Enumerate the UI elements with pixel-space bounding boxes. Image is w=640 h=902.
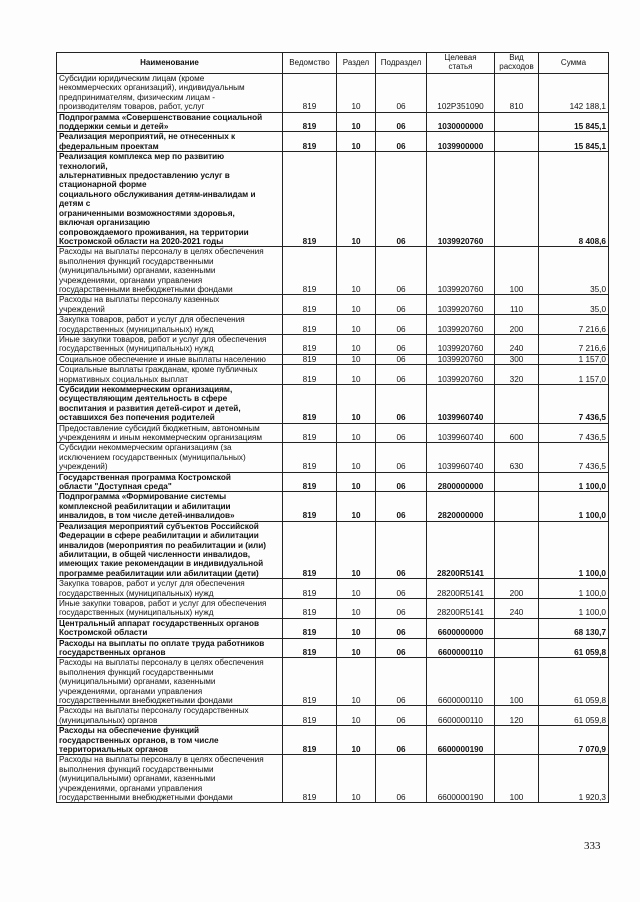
row-exp-type [495,152,539,247]
row-name: Закупка товаров, работ и услуг для обеспечения государственных (муниципальных) нужд [57,579,283,599]
row-exp-type: 200 [495,315,539,335]
row-dept: 819 [283,706,337,726]
row-sum: 61 059,8 [539,638,609,658]
row-dept: 819 [283,132,337,152]
row-exp-type: 240 [495,334,539,354]
row-target: 6600000000 [427,618,495,638]
row-exp-type [495,132,539,152]
row-target: 1039920760 [427,315,495,335]
row-section: 10 [337,726,376,755]
header-name: Наименование [57,53,283,74]
row-exp-type: 630 [495,443,539,472]
row-section: 10 [337,152,376,247]
row-section: 10 [337,492,376,521]
row-dept: 819 [283,755,337,803]
row-exp-type [495,618,539,638]
row-name: Подпрограмма «Формирование системы комплексной реабилитации и абилитации инвалидов, в том числе детей-инвалидов» [57,492,283,521]
row-exp-type: 100 [495,247,539,295]
row-section: 10 [337,74,376,113]
row-section: 10 [337,658,376,706]
row-subsection: 06 [376,365,427,385]
row-sum: 1 100,0 [539,472,609,492]
table-row [57,618,609,638]
row-section: 10 [337,247,376,295]
row-name: Предоставление субсидий бюджетным, автономным учреждениям и иным некоммерческим организациям [57,423,283,443]
row-subsection: 06 [376,247,427,295]
table-row [57,247,609,295]
table-row [57,354,609,364]
row-dept: 819 [283,579,337,599]
table-row [57,658,609,706]
row-name: Социальное обеспечение и иные выплаты населению [57,354,283,364]
row-name: Расходы на выплаты персоналу в целях обеспечения выполнения функций государственными (муниципальными) органами, казенными учреждениями, органами управления государственными внебюджетными фондами [57,247,283,295]
header-section: Раздел [337,53,376,74]
row-target: 28200R5141 [427,579,495,599]
row-target: 102P351090 [427,74,495,113]
row-exp-type: 300 [495,354,539,364]
row-sum: 8 408,6 [539,152,609,247]
row-target: 1039920760 [427,247,495,295]
row-sum: 68 130,7 [539,618,609,638]
row-subsection: 06 [376,521,427,578]
row-target: 1039900000 [427,132,495,152]
row-name: Субсидии некоммерческим организациям, осуществляющим деятельность в сфере воспитания и развития детей-сирот и детей, оставшихся без попечения родителей [57,385,283,424]
row-section: 10 [337,579,376,599]
table-row [57,132,609,152]
row-name: Реализация мероприятий субъектов Российской Федерации в сфере реабилитации и абилитации инвалидов (мероприятия по реабилитации и (или) абилитации, в общей численности инвалидов, имеющих такие рекомендации в индивидуальной программе реабилитации или абилитации (дети) [57,521,283,578]
row-exp-type: 120 [495,706,539,726]
row-subsection: 06 [376,315,427,335]
row-dept: 819 [283,315,337,335]
table-row [57,152,609,247]
row-dept: 819 [283,365,337,385]
table-row [57,579,609,599]
row-target: 2800000000 [427,472,495,492]
row-exp-type [495,638,539,658]
row-section: 10 [337,638,376,658]
row-name: Закупка товаров, работ и услуг для обеспечения государственных (муниципальных) нужд [57,315,283,335]
row-name: Реализация комплекса мер по развитию технологий, альтернативных предоставлению услуг в стационарной форме социального обслуживания детям-инвалидам и детям с ограниченными возможностями здоровья, включая организацию сопровождаемого проживания, на территории Костромской области на 2020-2021 годы [57,152,283,247]
row-sum: 1 157,0 [539,354,609,364]
table-row [57,521,609,578]
row-exp-type: 100 [495,658,539,706]
row-exp-type: 200 [495,579,539,599]
row-subsection: 06 [376,152,427,247]
row-name: Субсидии юридическим лицам (кроме некоммерческих организаций), индивидуальным предпринимателям, физическим лицам - производителям товаров, работ, услуг [57,74,283,113]
header-exp-type: Вид расходов [495,53,539,74]
row-exp-type: 320 [495,365,539,385]
row-subsection: 06 [376,726,427,755]
table-row [57,755,609,803]
row-dept: 819 [283,492,337,521]
row-section: 10 [337,755,376,803]
row-subsection: 06 [376,472,427,492]
row-target: 1039920760 [427,295,495,315]
row-dept: 819 [283,726,337,755]
row-subsection: 06 [376,112,427,132]
row-subsection: 06 [376,334,427,354]
header-sum: Сумма [539,53,609,74]
row-sum: 35,0 [539,295,609,315]
row-dept: 819 [283,152,337,247]
row-sum: 7 436,5 [539,385,609,424]
row-target: 1039920760 [427,152,495,247]
row-section: 10 [337,295,376,315]
row-name: Расходы на обеспечение функций государственных органов, в том числе территориальных органов [57,726,283,755]
row-target: 28200R5141 [427,521,495,578]
row-section: 10 [337,598,376,618]
row-target: 1039920760 [427,354,495,364]
row-target: 2820000000 [427,492,495,521]
row-exp-type: 100 [495,755,539,803]
row-subsection: 06 [376,618,427,638]
row-target: 6600000110 [427,658,495,706]
row-sum: 7 436,5 [539,423,609,443]
table-row [57,706,609,726]
header-target: Целевая статья [427,53,495,74]
row-exp-type: 810 [495,74,539,113]
row-exp-type [495,521,539,578]
row-sum: 1 157,0 [539,365,609,385]
header-dept: Ведомство [283,53,337,74]
page-number: 333 [584,840,601,852]
table-row [57,638,609,658]
table-row [57,472,609,492]
row-section: 10 [337,423,376,443]
row-subsection: 06 [376,354,427,364]
row-name: Расходы на выплаты по оплате труда работников государственных органов [57,638,283,658]
row-section: 10 [337,315,376,335]
row-exp-type: 240 [495,598,539,618]
row-exp-type: 600 [495,423,539,443]
row-subsection: 06 [376,598,427,618]
table-header-row [57,53,609,74]
row-target: 6600000190 [427,726,495,755]
row-sum: 1 100,0 [539,598,609,618]
row-subsection: 06 [376,492,427,521]
row-name: Иные закупки товаров, работ и услуг для обеспечения государственных (муниципальных) нужд [57,598,283,618]
row-section: 10 [337,443,376,472]
row-sum: 61 059,8 [539,706,609,726]
row-target: 1039960740 [427,385,495,424]
row-name: Реализация мероприятий, не отнесенных к федеральным проектам [57,132,283,152]
row-section: 10 [337,112,376,132]
row-subsection: 06 [376,658,427,706]
row-subsection: 06 [376,423,427,443]
row-section: 10 [337,618,376,638]
row-dept: 819 [283,638,337,658]
row-target: 1030000000 [427,112,495,132]
row-sum: 7 216,6 [539,315,609,335]
row-name: Центральный аппарат государственных органов Костромской области [57,618,283,638]
row-sum: 1 920,3 [539,755,609,803]
row-section: 10 [337,132,376,152]
row-dept: 819 [283,74,337,113]
table-row [57,598,609,618]
table-row [57,315,609,335]
row-exp-type [495,385,539,424]
row-subsection: 06 [376,132,427,152]
table-body [57,74,609,803]
row-sum: 15 845,1 [539,112,609,132]
row-name: Государственная программа Костромской области "Доступная среда" [57,472,283,492]
row-target: 1039960740 [427,443,495,472]
row-section: 10 [337,521,376,578]
row-target: 1039920760 [427,365,495,385]
row-section: 10 [337,706,376,726]
row-target: 6600000110 [427,706,495,726]
row-name: Расходы на выплаты персоналу в целях обеспечения выполнения функций государственными (муниципальными) органами, казенными учреждениями, органами управления государственными внебюджетными фондами [57,755,283,803]
row-name: Социальные выплаты гражданам, кроме публичных нормативных социальных выплат [57,365,283,385]
row-subsection: 06 [376,638,427,658]
row-exp-type [495,472,539,492]
row-target: 6600000190 [427,755,495,803]
row-target: 28200R5141 [427,598,495,618]
row-sum: 7 216,6 [539,334,609,354]
row-section: 10 [337,365,376,385]
row-dept: 819 [283,423,337,443]
row-sum: 7 070,9 [539,726,609,755]
table-row [57,334,609,354]
row-exp-type: 110 [495,295,539,315]
row-sum: 7 436,5 [539,443,609,472]
row-dept: 819 [283,443,337,472]
table-row [57,295,609,315]
row-sum: 61 059,8 [539,658,609,706]
row-name: Расходы на выплаты персоналу казенных учреждений [57,295,283,315]
row-section: 10 [337,472,376,492]
row-exp-type [495,492,539,521]
row-subsection: 06 [376,755,427,803]
row-sum: 15 845,1 [539,132,609,152]
table-row [57,492,609,521]
row-subsection: 06 [376,385,427,424]
row-name: Подпрограмма «Совершенствование социальной поддержки семьи и детей» [57,112,283,132]
table-row [57,385,609,424]
budget-table [56,52,609,803]
row-subsection: 06 [376,295,427,315]
row-name: Иные закупки товаров, работ и услуг для обеспечения государственных (муниципальных) нужд [57,334,283,354]
row-dept: 819 [283,658,337,706]
row-sum: 1 100,0 [539,579,609,599]
row-name: Расходы на выплаты персоналу государственных (муниципальных) органов [57,706,283,726]
row-section: 10 [337,354,376,364]
row-subsection: 06 [376,579,427,599]
table-row [57,726,609,755]
row-exp-type [495,726,539,755]
table-row [57,112,609,132]
table-row [57,365,609,385]
row-sum: 35,0 [539,247,609,295]
row-sum: 142 188,1 [539,74,609,113]
row-dept: 819 [283,618,337,638]
row-subsection: 06 [376,706,427,726]
row-name: Субсидии некоммерческим организациям (за исключением государственных (муниципальных) учреждений) [57,443,283,472]
row-dept: 819 [283,354,337,364]
row-target: 1039920760 [427,334,495,354]
row-target: 1039960740 [427,423,495,443]
table-row [57,74,609,113]
row-name: Расходы на выплаты персоналу в целях обеспечения выполнения функций государственными (муниципальными) органами, казенными учреждениями, органами управления государственными внебюджетными фондами [57,658,283,706]
row-dept: 819 [283,385,337,424]
row-subsection: 06 [376,74,427,113]
row-dept: 819 [283,472,337,492]
row-dept: 819 [283,521,337,578]
row-section: 10 [337,334,376,354]
row-sum: 1 100,0 [539,492,609,521]
row-dept: 819 [283,334,337,354]
header-subsection: Подраздел [376,53,427,74]
table-row [57,443,609,472]
row-sum: 1 100,0 [539,521,609,578]
table-row [57,423,609,443]
row-dept: 819 [283,247,337,295]
row-dept: 819 [283,598,337,618]
row-dept: 819 [283,112,337,132]
row-subsection: 06 [376,443,427,472]
row-exp-type [495,112,539,132]
row-dept: 819 [283,295,337,315]
row-section: 10 [337,385,376,424]
row-target: 6600000110 [427,638,495,658]
